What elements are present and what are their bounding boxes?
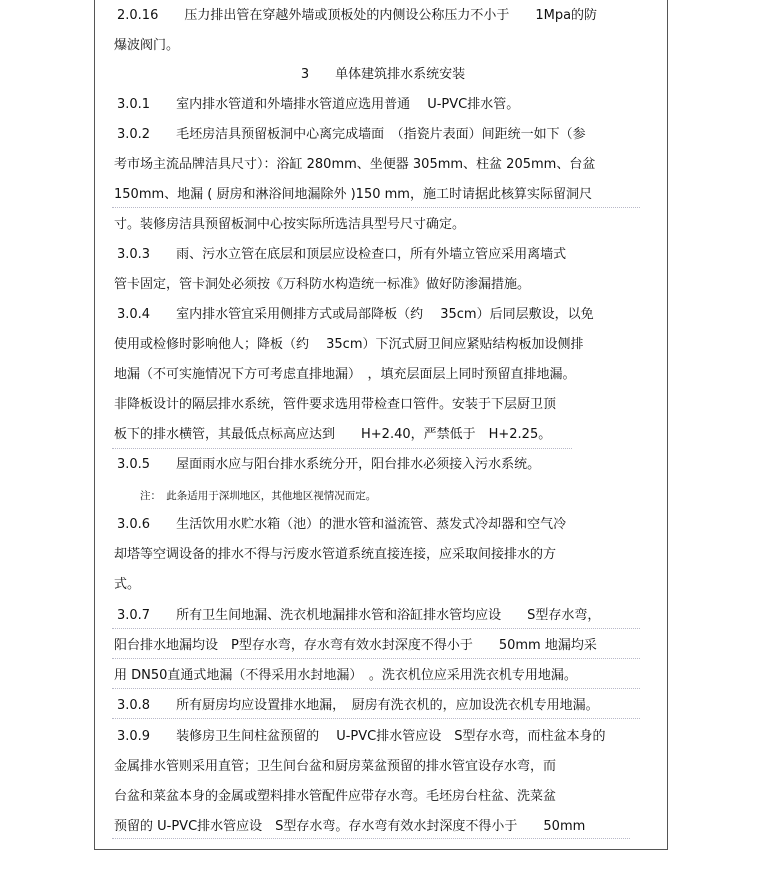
text-line-3-0-7: 3.0.7 所有卫生间地漏、洗衣机地漏排水管和浴缸排水管均应设 S型存水弯， [117, 608, 601, 623]
text-line-3-0-9: 3.0.9 装修房卫生间柱盆预留的 U-PVC排水管应设 S型存水弯，而柱盆本身的 [117, 729, 606, 744]
section-title: 3 单体建筑排水系统安装 [300, 67, 466, 82]
text-line-3-0-4: 3.0.4 室内排水管宜采用侧排方式或局部降板（约 35cm）后同层敷设，以免 [117, 307, 594, 322]
text-line: 非降板设计的隔层排水系统，管件要求选用带检查口管件。安装于下层厨卫顶 [114, 397, 557, 412]
text-line: 金属排水管则采用直管；卫生间台盆和厨房菜盆预留的排水管宜设存水弯，而 [114, 759, 557, 774]
text-line: 却塔等空调设备的排水不得与污废水管道系统直接连接，应采取间接排水的方 [114, 547, 557, 562]
text-line: 用 DN50直通式地漏（不得采用水封地漏） 。洗衣机位应采用洗衣机专用地漏。 [114, 668, 577, 683]
text-line: 地漏（不可实施情况下方可考虑直排地漏） ，填充层面层上同时预留直排地漏。 [114, 367, 576, 382]
dotted-rule [112, 658, 640, 659]
dotted-rule [112, 838, 630, 839]
text-line: 阳台排水地漏均设 P型存水弯，存水弯有效水封深度不得小于 50mm 地漏均采 [114, 638, 597, 653]
text-line-3-0-5: 3.0.5 屋面雨水应与阳台排水系统分开，阳台排水必须接入污水系统。 [117, 457, 541, 472]
text-line: 板下的排水横管，其最低点标高应达到 H+2.40，严禁低于 H+2.25。 [114, 427, 552, 442]
text-line: 管卡固定，管卡洞处必须按《万科防水构造统一标准》做好防渗漏措施。 [114, 277, 531, 292]
note-text: 注： 此条适用于深圳地区，其他地区视情况而定。 [140, 490, 377, 502]
dotted-rule [112, 628, 640, 629]
dotted-rule [112, 207, 640, 208]
text-line-3-0-8: 3.0.8 所有厨房均应设置排水地漏， 厨房有洗衣机的，应加设洗衣机专用地漏。 [117, 698, 599, 713]
text-line-3-0-2: 3.0.2 毛坯房洁具预留板洞中心离完成墙面 （指瓷片表面）间距统一如下（参 [117, 127, 586, 142]
dotted-rule [112, 718, 640, 719]
text-line-3-0-6: 3.0.6 生活饮用水贮水箱（池）的泄水管和溢流管、蒸发式冷却器和空气冷 [117, 517, 567, 532]
text-line-3-0-3: 3.0.3 雨、污水立管在底层和顶层应设检查口，所有外墙立管应采用离墙式 [117, 247, 567, 262]
text-line: 寸。装修房洁具预留板洞中心按实际所选洁具型号尺寸确定。 [114, 217, 466, 232]
dotted-rule [112, 688, 640, 689]
text-line: 爆波阀门。 [114, 38, 180, 53]
text-line-2-0-16: 2.0.16 压力排出管在穿越外墙或顶板处的内侧设公称压力不小于 1Mpa的防 [117, 8, 598, 23]
text-line: 台盆和菜盆本身的金属或塑料排水管配件应带存水弯。毛坯房台柱盆、洗菜盆 [114, 789, 557, 804]
text-line: 150mm、地漏 ( 厨房和淋浴间地漏除外 )150 mm，施工时请据此核算实际留洞尺 [114, 187, 592, 202]
text-line: 考市场主流品牌洁具尺寸）：浴缸 280mm、坐便器 305mm、柱盆 205mm、台盆 [114, 157, 596, 172]
text-line: 预留的 U-PVC排水管应设 S型存水弯。存水弯有效水封深度不得小于 50mm [114, 819, 586, 834]
dotted-rule [112, 448, 572, 449]
text-line: 式。 [114, 577, 141, 592]
text-line-3-0-1: 3.0.1 室内排水管道和外墙排水管道应选用普通 U-PVC排水管。 [117, 97, 520, 112]
text-line: 使用或检修时影响他人；降板（约 35cm）下沉式厨卫间应紧贴结构板加设侧排 [114, 337, 584, 352]
